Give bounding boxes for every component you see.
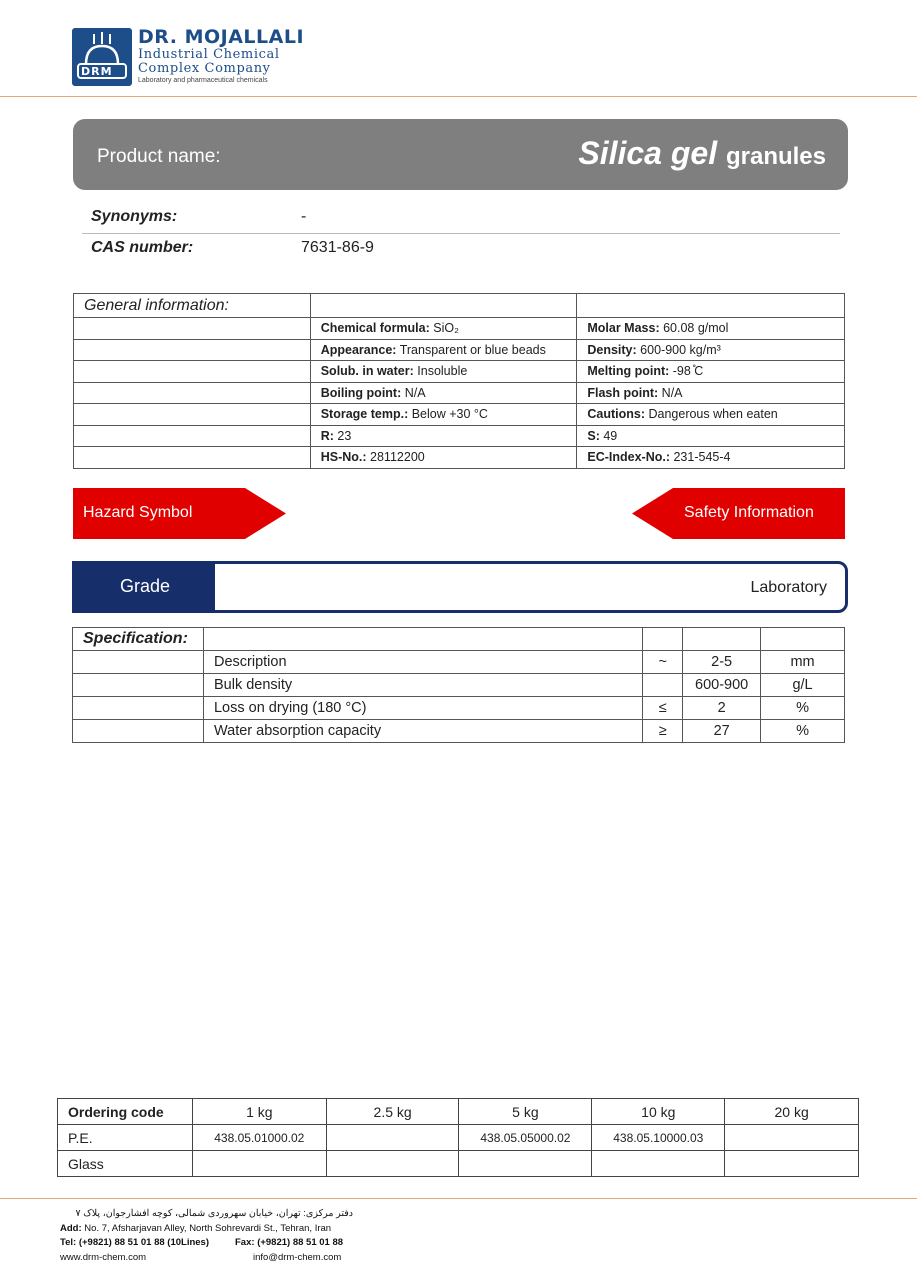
- info-key: Chemical formula:: [320, 321, 430, 336]
- info-value: Transparent or blue beads: [399, 342, 546, 357]
- company-logo: [72, 28, 132, 86]
- ordering-table: [57, 1098, 859, 1177]
- info-key: Boiling point:: [320, 385, 402, 400]
- spec-name: Water absorption capacity: [203, 720, 642, 743]
- info-key: Storage temp.:: [320, 407, 409, 422]
- spec-value: 600-900: [683, 674, 761, 697]
- page-header: [0, 0, 917, 97]
- product-name-suffix: granules: [725, 143, 826, 170]
- package-type: Glass: [58, 1151, 193, 1177]
- spec-operator: ≤: [643, 697, 683, 720]
- info-key: EC-Index-No.:: [587, 450, 670, 465]
- table-row: [74, 361, 845, 383]
- tel-label: Tel:: [60, 1237, 77, 1248]
- page-footer: [60, 1207, 353, 1265]
- order-code: [592, 1151, 725, 1177]
- size-header: 1 kg: [192, 1099, 326, 1125]
- contact-line: [60, 1251, 353, 1266]
- website-link[interactable]: www.drm-chem.com: [60, 1251, 147, 1263]
- spec-operator: ~: [643, 651, 683, 674]
- hazard-symbol-label: Hazard Symbol: [83, 504, 193, 521]
- spec-unit: %: [761, 720, 845, 743]
- info-key: HS-No.:: [320, 450, 367, 465]
- safety-info-banner: [631, 488, 845, 539]
- company-line-2: Complex Company: [138, 61, 271, 76]
- spec-operator: ≥: [643, 720, 683, 743]
- info-key: Appearance:: [320, 342, 397, 357]
- info-key: Flash point:: [587, 385, 659, 400]
- spec-value: 2: [683, 697, 761, 720]
- info-value: 23: [337, 428, 352, 443]
- spec-unit: %: [761, 697, 845, 720]
- address-value: No. 7, Afsharjavan Alley, North Sohrevardi St., Tehran, Iran: [84, 1222, 332, 1234]
- hazard-symbol-banner: [73, 488, 287, 539]
- grade-label-box: [75, 564, 215, 610]
- table-row: [74, 339, 845, 361]
- company-brand: [138, 26, 304, 85]
- synonyms-value: -: [301, 208, 307, 225]
- spec-operator: [643, 674, 683, 697]
- fax-block: [235, 1236, 343, 1251]
- grade-bar: [72, 561, 848, 613]
- phone-line: [60, 1236, 353, 1251]
- company-tagline: Laboratory and pharmaceutical chemicals: [138, 77, 268, 84]
- ordering-header: Ordering code: [58, 1099, 193, 1125]
- product-label: Product name:: [97, 146, 221, 167]
- order-code: [725, 1125, 859, 1151]
- info-value: -98 ̊C: [672, 364, 704, 379]
- order-code: [192, 1151, 326, 1177]
- cas-value: 7631-86-9: [301, 239, 374, 256]
- company-line-1: Industrial Chemical: [138, 47, 280, 62]
- info-key: S:: [587, 428, 600, 443]
- info-value: 600-900 kg/m³: [640, 342, 721, 357]
- info-key: Cautions:: [587, 407, 645, 422]
- order-code: [326, 1151, 459, 1177]
- order-code: [725, 1151, 859, 1177]
- order-code: [326, 1125, 459, 1151]
- product-name-main: Silica gel: [578, 135, 718, 171]
- table-row: [58, 1099, 859, 1125]
- size-header: 10 kg: [592, 1099, 725, 1125]
- info-value: N/A: [404, 385, 426, 400]
- info-key: Density:: [587, 342, 637, 357]
- spec-name: Description: [203, 651, 642, 674]
- order-code: 438.05.10000.03: [592, 1125, 725, 1151]
- cas-label: CAS number:: [91, 239, 194, 256]
- synonyms-row: [82, 202, 840, 232]
- product-banner: [73, 119, 848, 190]
- product-name: [578, 135, 826, 172]
- info-value: 60.08 g/mol: [663, 321, 729, 336]
- info-key: Molar Mass:: [587, 321, 660, 336]
- size-header: 20 kg: [725, 1099, 859, 1125]
- spec-unit: g/L: [761, 674, 845, 697]
- info-value: 28112200: [370, 450, 425, 465]
- specification-table: [72, 627, 845, 743]
- logo-text: DRM: [81, 65, 113, 78]
- table-row: [73, 697, 845, 720]
- address-line: [60, 1222, 353, 1237]
- cas-row: [82, 233, 840, 263]
- table-row: [74, 404, 845, 426]
- spec-value: 27: [683, 720, 761, 743]
- table-row: [73, 628, 845, 651]
- info-value: SiO₂: [433, 321, 459, 336]
- table-row: [73, 651, 845, 674]
- info-key: R:: [320, 428, 334, 443]
- table-row: [73, 720, 845, 743]
- fax-value: (+9821) 88 51 01 88: [257, 1237, 344, 1248]
- spec-name: Bulk density: [203, 674, 642, 697]
- synonyms-label: Synonyms:: [91, 208, 178, 225]
- table-row: [74, 447, 845, 469]
- table-row: [74, 382, 845, 404]
- spec-name: Loss on drying (180 °C): [203, 697, 642, 720]
- tel-value: (+9821) 88 51 01 88 (10Lines): [78, 1237, 210, 1248]
- size-header: 2.5 kg: [326, 1099, 459, 1125]
- grade-value: Laboratory: [750, 579, 827, 596]
- info-value: Insoluble: [417, 364, 468, 379]
- address-label: Add:: [60, 1222, 82, 1234]
- table-row: [74, 294, 845, 318]
- specification-title: Specification:: [73, 628, 204, 651]
- info-value: 231-545-4: [673, 450, 731, 465]
- size-header: 5 kg: [459, 1099, 592, 1125]
- company-name: DR. MOJALLALI: [138, 26, 305, 48]
- info-value: 49: [603, 428, 618, 443]
- spec-value: 2-5: [683, 651, 761, 674]
- order-code: 438.05.01000.02: [192, 1125, 326, 1151]
- fax-label: Fax:: [235, 1237, 255, 1248]
- order-code: 438.05.05000.02: [459, 1125, 592, 1151]
- info-key: Melting point:: [587, 364, 670, 379]
- info-value: N/A: [661, 385, 683, 400]
- grade-label: Grade: [120, 576, 171, 596]
- footer-divider: [0, 1198, 917, 1199]
- package-type: P.E.: [58, 1125, 193, 1151]
- address-persian: دفتر مرکزی: تهران، خیابان سهروردی شمالی، کوچه افشارجوان، پلاک ۷: [75, 1208, 353, 1219]
- info-value: Dangerous when eaten: [648, 407, 778, 422]
- table-row: [58, 1125, 859, 1151]
- table-row: [58, 1151, 859, 1177]
- table-row: [74, 318, 845, 340]
- safety-info-label: Safety Information: [684, 504, 814, 521]
- info-value: Below +30 °C: [411, 407, 488, 422]
- general-info-table: [73, 293, 845, 469]
- info-key: Solub. in water:: [320, 364, 414, 379]
- email-link[interactable]: info@drm-chem.com: [253, 1251, 342, 1263]
- order-code: [459, 1151, 592, 1177]
- general-info-title: General information:: [74, 294, 311, 318]
- table-row: [73, 674, 845, 697]
- spec-unit: mm: [761, 651, 845, 674]
- table-row: [74, 425, 845, 447]
